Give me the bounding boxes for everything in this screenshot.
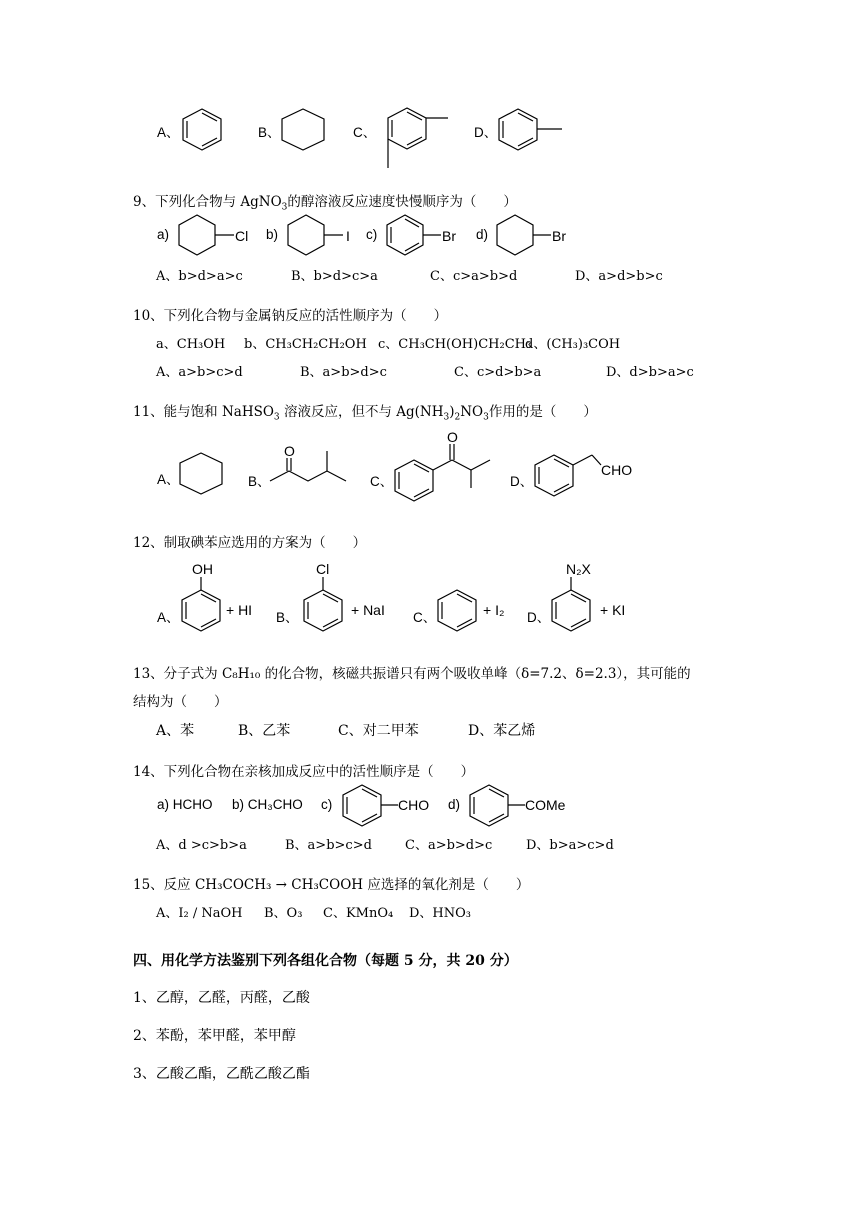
q15-option-b: B、O₃	[264, 906, 303, 921]
q12-option-a-phenol-plus-hi	[178, 560, 268, 640]
q13-option-c: C、对二甲苯	[338, 723, 419, 739]
question-10-text: 10、下列化合物与金属钠反应的活性顺序为（ ）	[133, 308, 448, 324]
section-4-item-1: 1、乙醇，乙醛，丙醛，乙酸	[133, 990, 310, 1006]
q15-option-d: D、HNO₃	[409, 906, 472, 921]
q15-option-c: C、KMnO₄	[323, 906, 394, 921]
q11-option-a-cyclohexane-structure	[178, 451, 228, 497]
q10-compound-c: c、CH₃CH(OH)CH₂CH₃	[378, 337, 532, 352]
q10-compound-d: d、(CH₃)₃COH	[525, 337, 621, 352]
q12-option-d-label: D、	[527, 610, 551, 625]
q11-option-d-cho-group: CHO	[601, 462, 633, 478]
q9-compound-d-substituent: Br	[552, 228, 566, 244]
q9-compound-b-label: b)	[266, 227, 279, 242]
q14-option-d: D、b>a>c>d	[526, 838, 614, 853]
q9-compound-b-substituent: I	[346, 228, 350, 244]
q12-option-a-substituent: OH	[192, 561, 213, 577]
q9-compound-c-bromobenzene	[385, 214, 470, 258]
q14-compound-d-acetophenone	[467, 783, 577, 829]
q14-compound-c-benzaldehyde	[340, 783, 440, 829]
q8-option-b-label: B、	[258, 125, 281, 140]
q9-compound-d-label: d)	[476, 227, 489, 242]
q12-option-b-chlorobenzene-plus-nai	[300, 560, 400, 640]
q12-option-a-label: A、	[157, 610, 180, 625]
q12-option-b-substituent: Cl	[316, 561, 330, 577]
q11-option-d-label: D、	[510, 474, 534, 489]
q11-option-b-4-methyl-2-pentanone-structure	[268, 443, 358, 493]
q8-option-a-benzene-structure	[180, 107, 230, 153]
q14-compound-c-label: c)	[321, 797, 333, 812]
q14-option-c: C、a>b>d>c	[405, 838, 493, 853]
q11-option-c-oxygen: O	[447, 429, 458, 445]
q12-option-a-reagent: + HI	[226, 602, 253, 618]
q9-compound-c-substituent: Br	[442, 228, 456, 244]
q9-option-a: A、b>d>a>c	[156, 269, 243, 284]
q14-compound-c-group: CHO	[398, 797, 430, 813]
q14-option-b: B、a>b>c>d	[285, 838, 372, 853]
q15-option-a: A、I₂ / NaOH	[156, 906, 243, 921]
q9-compound-a-substituent: Cl	[235, 228, 249, 244]
q9-compound-a-cyclohexyl-chloride	[177, 214, 262, 258]
q13-option-a: A、苯	[156, 723, 195, 739]
q12-option-b-label: B、	[276, 610, 299, 625]
q14-compound-d-group: COMe	[525, 797, 566, 813]
q12-option-d-diazonium-plus-ki	[548, 560, 648, 640]
q9-compound-c-label: c)	[366, 227, 378, 242]
q11-option-a-label: A、	[157, 472, 180, 487]
q9-compound-b-cyclohexyl-iodide	[286, 214, 356, 258]
question-11-text: 11、能与饱和 NaHSO$_3$ 溶液反应，但不与 $Ag(NH_3)_2NO_3$作用的是（ ）	[133, 404, 597, 423]
q12-option-d-substituent: N₂X	[566, 561, 591, 577]
q8-option-c-m-xylene-structure	[380, 106, 455, 172]
q9-option-c: C、c>a>b>d	[430, 269, 518, 284]
q11-option-b-oxygen: O	[284, 443, 295, 459]
q14-compound-b: b) CH₃CHO	[232, 797, 303, 812]
q13-option-b: B、乙苯	[238, 723, 291, 739]
q8-option-a-label: A、	[157, 125, 180, 140]
question-9-text: 9、下列化合物与 AgNO$_3$的醇溶液反应速度快慢顺序为（ ）	[133, 194, 517, 213]
q9-compound-a-label: a)	[157, 227, 170, 242]
q9-option-b: B、b>d>c>a	[291, 269, 378, 284]
question-12-text: 12、制取碘苯应选用的方案为（ ）	[133, 535, 367, 551]
question-13-text-line1: 13、分子式为 C₈H₁₀ 的化合物，核磁共振谱只有两个吸收单峰（δ=7.2、δ=2.3），其可能的	[133, 666, 691, 682]
q8-option-c-label: C、	[353, 125, 377, 140]
q9-option-d: D、a>d>b>c	[575, 269, 663, 284]
question-15-text: 15、反应 CH₃COCH₃ → CH₃COOH 应选择的氧化剂是（ ）	[133, 877, 530, 893]
q10-option-b: B、a>b>d>c	[300, 365, 387, 380]
q13-option-d: D、苯乙烯	[468, 723, 536, 739]
q12-option-c-benzene-plus-iodine	[434, 560, 524, 640]
q10-option-a: A、a>b>c>d	[156, 365, 243, 380]
section-4-item-3: 3、乙酸乙酯，乙酰乙酸乙酯	[133, 1066, 310, 1082]
q8-option-d-label: D、	[474, 125, 498, 140]
q10-compound-a: a、CH₃OH	[156, 337, 226, 352]
q9-compound-d-cyclohexyl-bromide	[495, 214, 580, 258]
section-4-heading: 四、用化学方法鉴别下列各组化合物（每题 5 分，共 20 分）	[133, 953, 518, 969]
q11-option-d-phenylacetaldehyde-structure	[533, 453, 643, 503]
section-4-item-2: 2、苯酚，苯甲醛，苯甲醇	[133, 1028, 296, 1044]
q14-compound-d-label: d)	[448, 797, 461, 812]
q14-option-a: A、d >c>b>a	[156, 838, 247, 853]
q10-option-c: C、c>d>b>a	[454, 365, 542, 380]
q11-option-c-label: C、	[370, 474, 394, 489]
q10-option-d: D、d>b>a>c	[606, 365, 694, 380]
q14-compound-a: a) HCHO	[157, 797, 213, 812]
question-14-text: 14、下列化合物在亲核加成反应中的活性顺序是（ ）	[133, 764, 475, 780]
q12-option-d-reagent: + KI	[600, 602, 626, 618]
q10-compound-b: b、CH₃CH₂CH₂OH	[244, 337, 367, 352]
q8-option-d-toluene-structure	[496, 107, 568, 153]
question-13-text-line2: 结构为（ ）	[133, 694, 228, 710]
q12-option-c-reagent: + I₂	[483, 602, 505, 618]
q12-option-c-label: C、	[413, 610, 437, 625]
q11-option-b-label: B、	[248, 474, 271, 489]
q11-option-c-isobutyrophenone-structure	[393, 430, 503, 510]
q8-option-b-cyclohexane-structure	[280, 107, 330, 153]
q12-option-b-reagent: + NaI	[351, 602, 385, 618]
